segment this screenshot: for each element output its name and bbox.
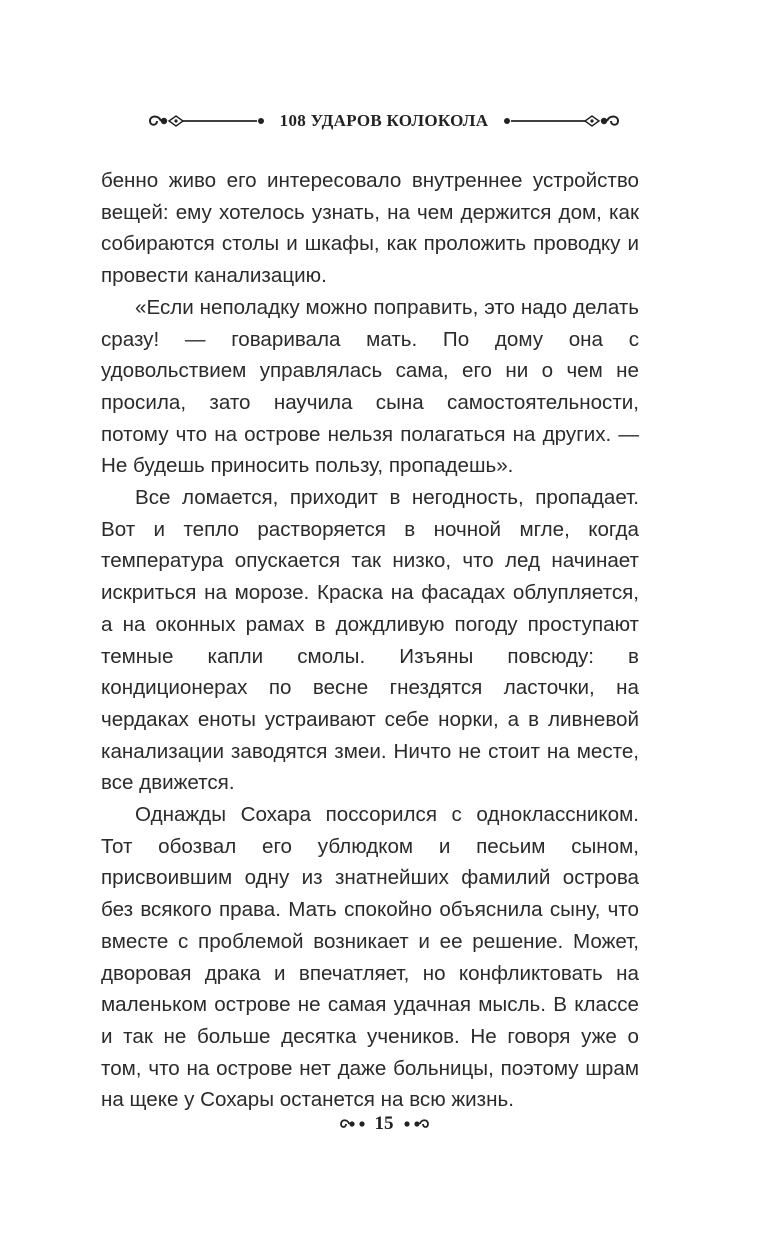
left-ornament-icon bbox=[147, 111, 269, 131]
page-folio bbox=[0, 1109, 768, 1139]
body-text bbox=[101, 165, 639, 1116]
paragraph-4: Однажды Сохара поссорился с одноклассником. Тот обозвал его ублюдком и песьим сыном, присвоившим одну из знатнейших фамилий острова без всякого права. Мать спокойно объяснила сыну, что вместе с проблемой возникает и ее решение. Может, дворовая драка и впечатляет, но конфликтовать на маленьком острове не самая удачная мысль. В классе и так не больше десятка учеников. Не говоря уже о том, что на острове нет даже больницы, поэтому шрам на щеке у Сохары останется на всю жизнь. bbox=[101, 803, 639, 1112]
paragraph-2: «Если неполадку можно поправить, это надо делать сразу! — говаривала мать. По дому она с удовольствием управлялась сама, его ни о чем не просила, зато научила сына самостоятельности, потому что на острове нельзя полагаться на других. — Не будешь приносить пользу, пропадешь». bbox=[101, 295, 639, 478]
running-head bbox=[0, 106, 768, 136]
paragraph-1: бенно живо его интересовало внутреннее устройство вещей: ему хотелось узнать, на чем держится дом, как собираются столы и шкафы, как проложить проводку и провести канализацию. bbox=[101, 169, 639, 288]
paragraph-3: Все ломается, приходит в негодность, пропадает. Вот и тепло растворяется в ночной мгле, когда температура опускается так низко, что лед начинает искриться на морозе. Краска на фасадах облупляется, а на оконных рамах в дождливую погоду проступают темные капли смолы. Изъяны повсюду: в кондиционерах по весне гнездятся ласточки, на чердаках еноты устраивают себе норки, а в ливневой канализации заводятся змеи. Ничто не стоит на месте, все движется. bbox=[101, 486, 639, 795]
folio-left-ornament-icon bbox=[338, 1117, 368, 1131]
right-ornament-icon bbox=[499, 111, 621, 131]
page-number: 15 bbox=[374, 1113, 394, 1134]
running-title: 108 УДАРОВ КОЛОКОЛА bbox=[279, 111, 489, 130]
folio-right-ornament-icon bbox=[401, 1117, 431, 1131]
